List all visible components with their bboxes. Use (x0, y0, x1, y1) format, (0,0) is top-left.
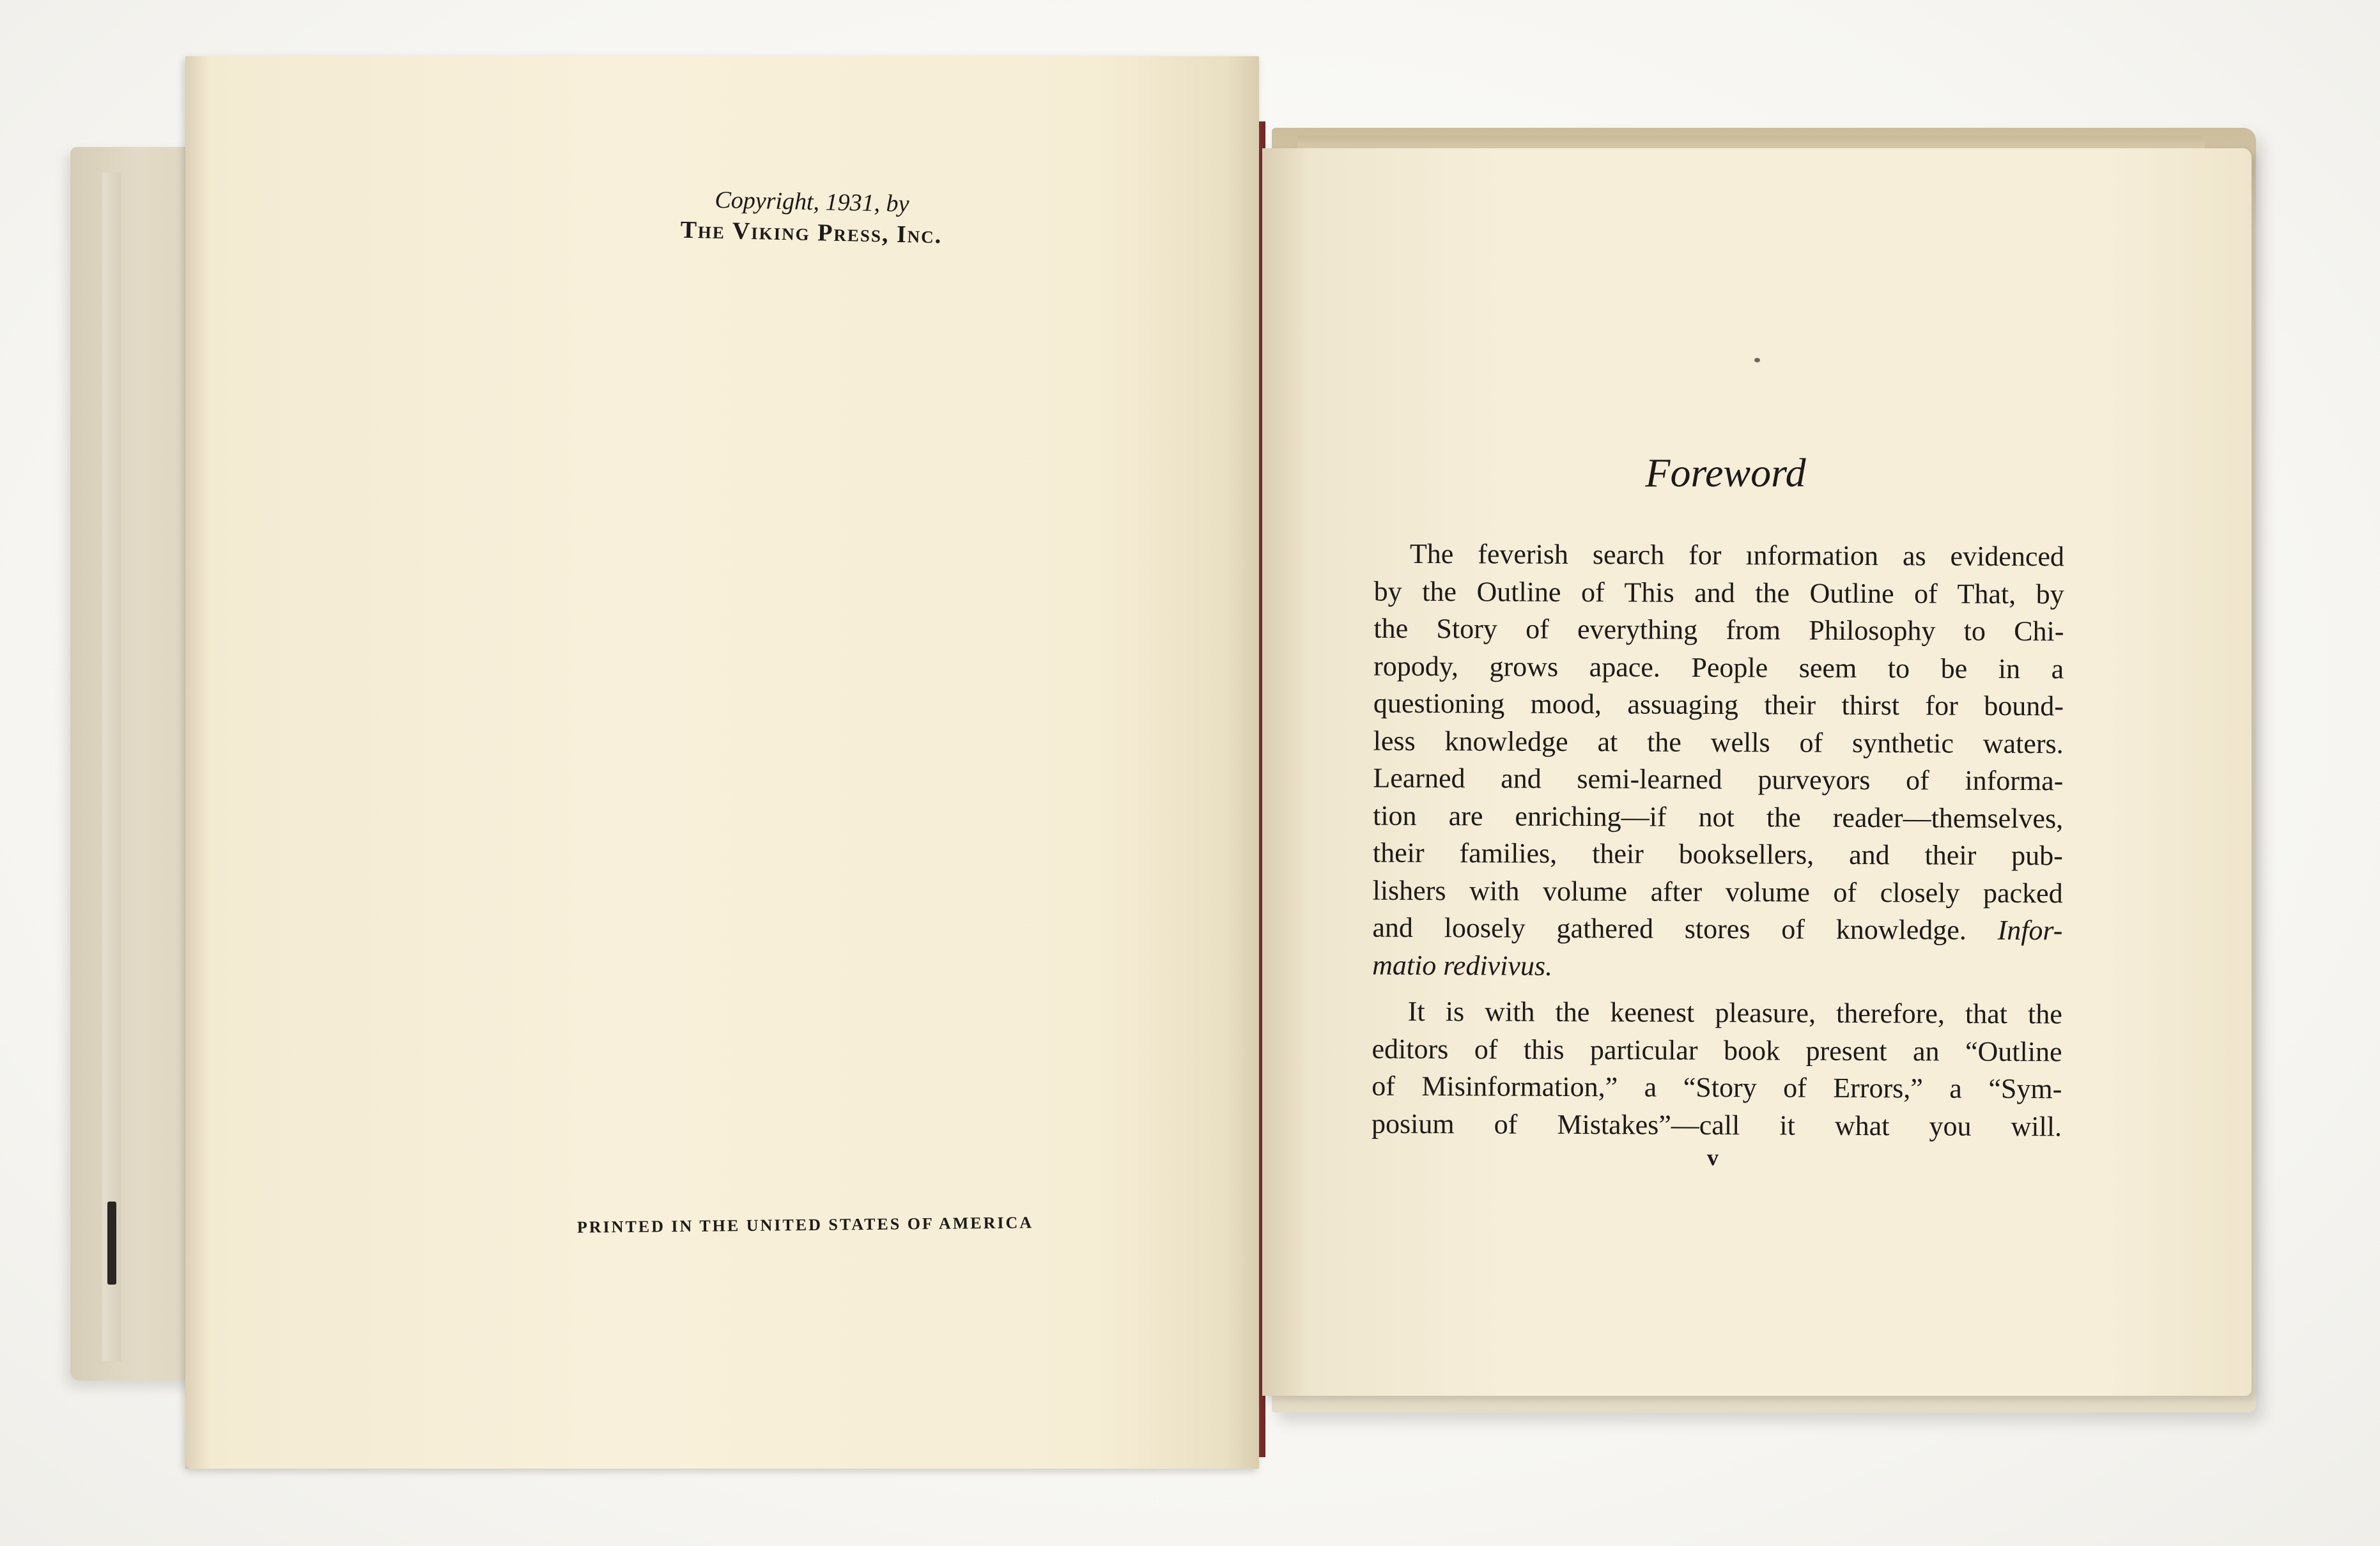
text-line: less knowledge at the wells of synthetic waters. (1373, 725, 2064, 759)
text-line: The feverish search for ınformation as evidenced (1409, 537, 2065, 573)
left-cover-binding (107, 1202, 116, 1285)
text-line: by the Outline of This and the Outline of That, by (1373, 575, 2064, 610)
italic-phrase-end (1372, 947, 2062, 987)
left-page (185, 56, 1259, 1469)
foreword-text (1372, 536, 2064, 1146)
italic-text-line: matio redivivus. (1372, 949, 1553, 982)
text-line: of Misinformation,” a “Story of Errors,” a “Sym- (1372, 1070, 2062, 1105)
text-line: their families, their booksellers, and their pub- (1372, 837, 2064, 872)
text-line: posium of Mistakes”—call it what you will. (1371, 1108, 2062, 1142)
text-line: Learned and semi-learned purveyors of informa- (1373, 762, 2064, 797)
copyright-line: Copyright, 1931, by (715, 186, 909, 218)
text-line: and loosely gathered stores of knowledge. (1372, 911, 1967, 946)
copyright-notice (651, 183, 972, 251)
text-line: ropody, grows apace. People seem to be in a (1373, 650, 2064, 684)
text-line: questioning mood, assuaging their thirst for bound- (1373, 687, 2064, 722)
paper-speck (1754, 358, 1760, 362)
text-line: the Story of everything from Philosophy to Chi- (1373, 612, 2064, 647)
text-line-with-italic (1372, 909, 2062, 950)
italic-phrase-start: Infor- (1997, 914, 2063, 947)
foreword-title: Foreword (1645, 450, 1806, 495)
text-line: lishers with volume after volume of closely packed (1372, 874, 2063, 909)
publisher-line: The Viking Press, Inc. (680, 216, 943, 249)
text-line: editors of this particular book present an “Outline (1372, 1033, 2062, 1067)
text-line: It is with the keenest pleasure, therefore, that the (1407, 995, 2062, 1030)
page-number: v (1707, 1145, 1719, 1170)
printed-in-notice: PRINTED IN THE UNITED STATES OF AMERICA (576, 1213, 1034, 1237)
text-line: tion are enriching—if not the reader—themselves, (1373, 800, 2064, 834)
